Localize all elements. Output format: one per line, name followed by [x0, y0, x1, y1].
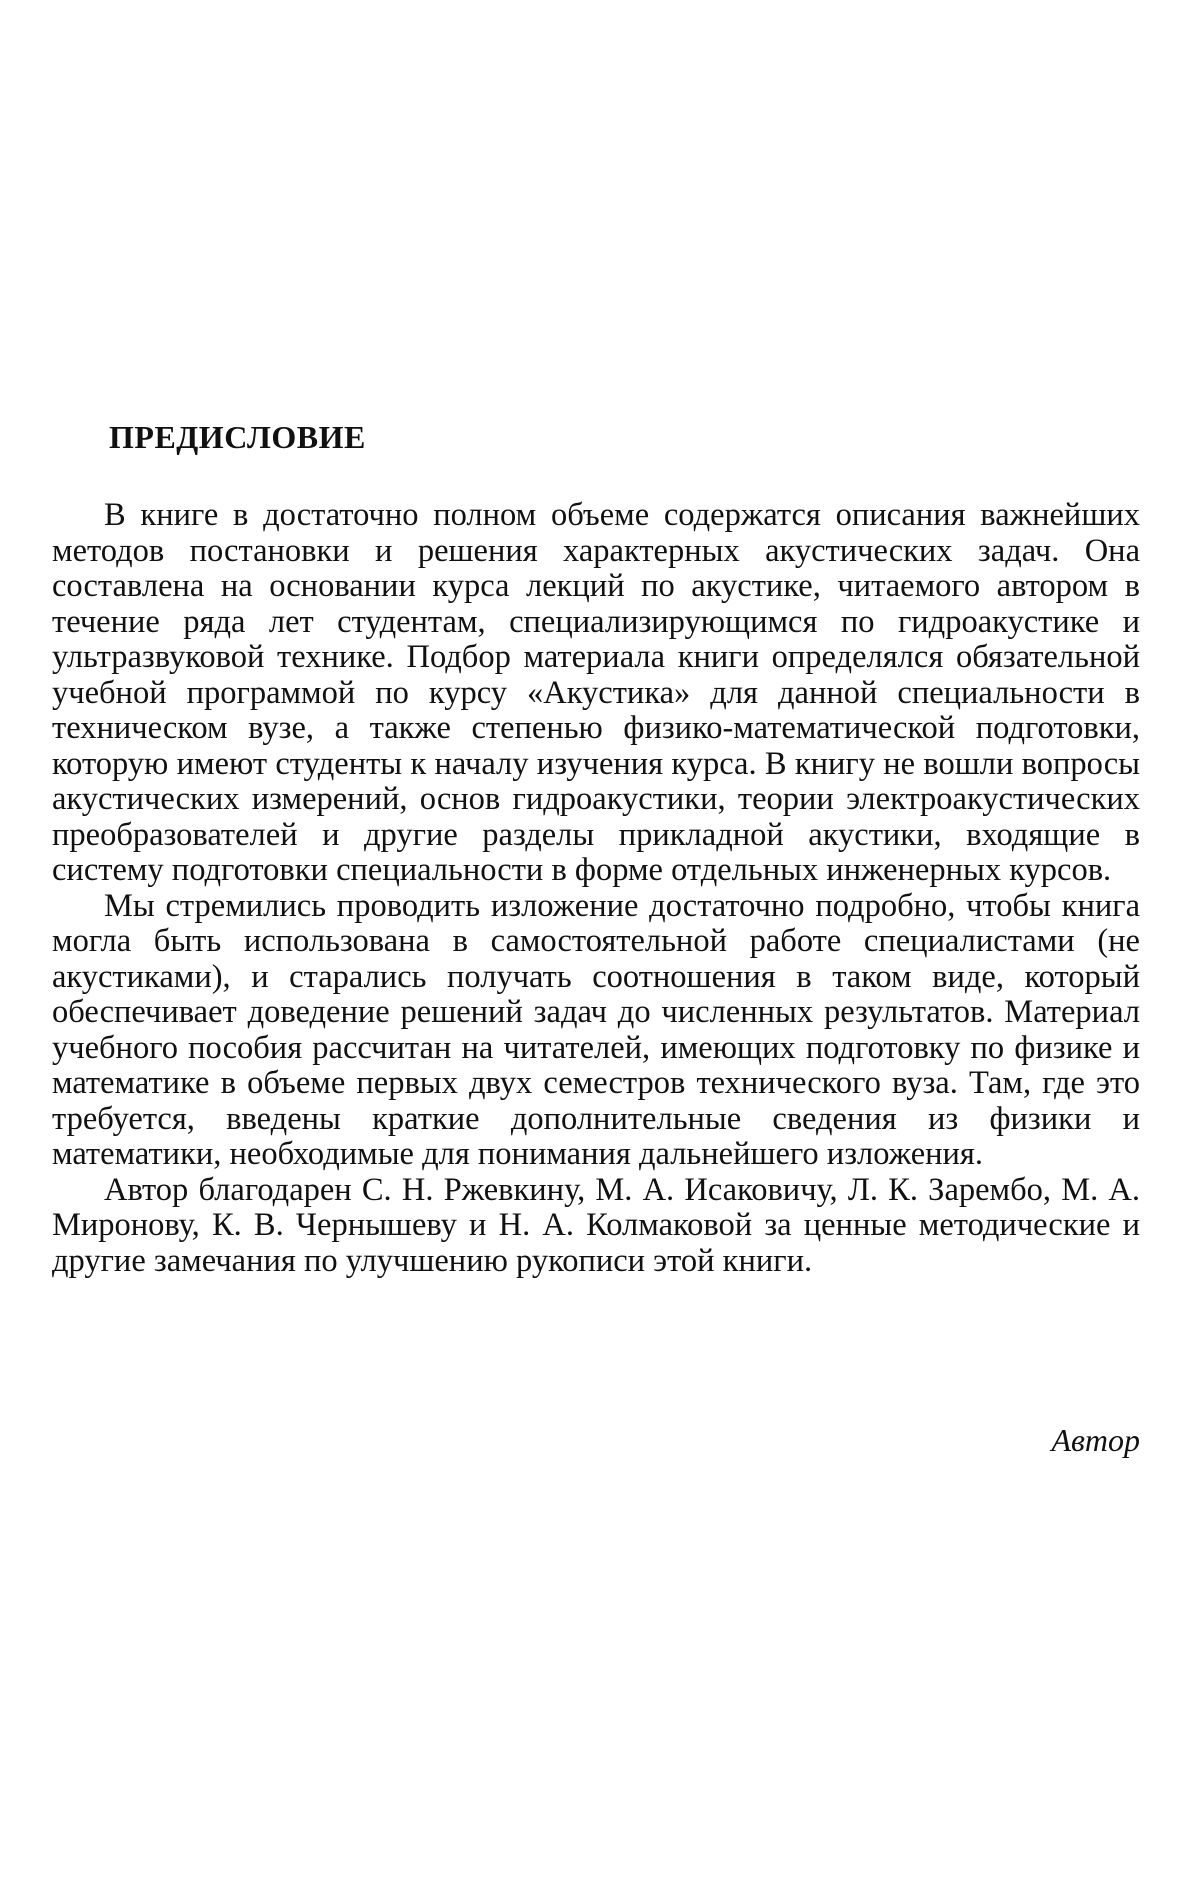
- preface-body: [52, 498, 1140, 1279]
- paragraph-2: Мы стремились проводить изложение достаточно подробно, чтобы книга могла быть использована в самостоятельной работе специалистами (не акустиками), и старались получать соотношения в таком виде, который обеспечивает доведение решений задач до численных результатов. Материал учебного пособия рассчитан на читателей, имеющих подготовку по физике и математике в объеме первых двух семестров технического вуза. Там, где это требуется, введены краткие дополнительные сведения из физики и математики, необходимые для понимания дальнейшего изложения.: [52, 887, 1140, 1172]
- paragraph-1: В книге в достаточно полном объеме содержатся описания важнейших методов постановки и решения характерных акустических задач. Она составлена на основании курса лекций по акустике, читаемого автором в течение ряда лет студентам, специализирующимся по гидроакустике и ультразвуковой технике. Подбор материала книги определялся обязательной учебной программой по курсу «Акустика» для данной специальности в техническом вузе, а также степенью физико-математической подготовки, которую имеют студенты к началу изучения курса. В книгу не вошли вопросы акустических измерений, основ гидроакустики, теории электроакустических преобразователей и другие разделы прикладной акустики, входящие в систему подготовки специальности в форме отдельных инженерных курсов.: [52, 497, 1140, 888]
- paragraph-3: Автор благодарен С. Н. Ржевкину, М. А. Исаковичу, Л. К. Зарембо, М. А. Миронову, К. В. Чернышеву и Н. А. Колмаковой за ценные методические и другие замечания по улучшению рукописи этой книги.: [52, 1171, 1140, 1279]
- page-title: ПРЕДИСЛОВИЕ: [109, 419, 366, 455]
- author-signature: Автор: [1051, 1422, 1140, 1458]
